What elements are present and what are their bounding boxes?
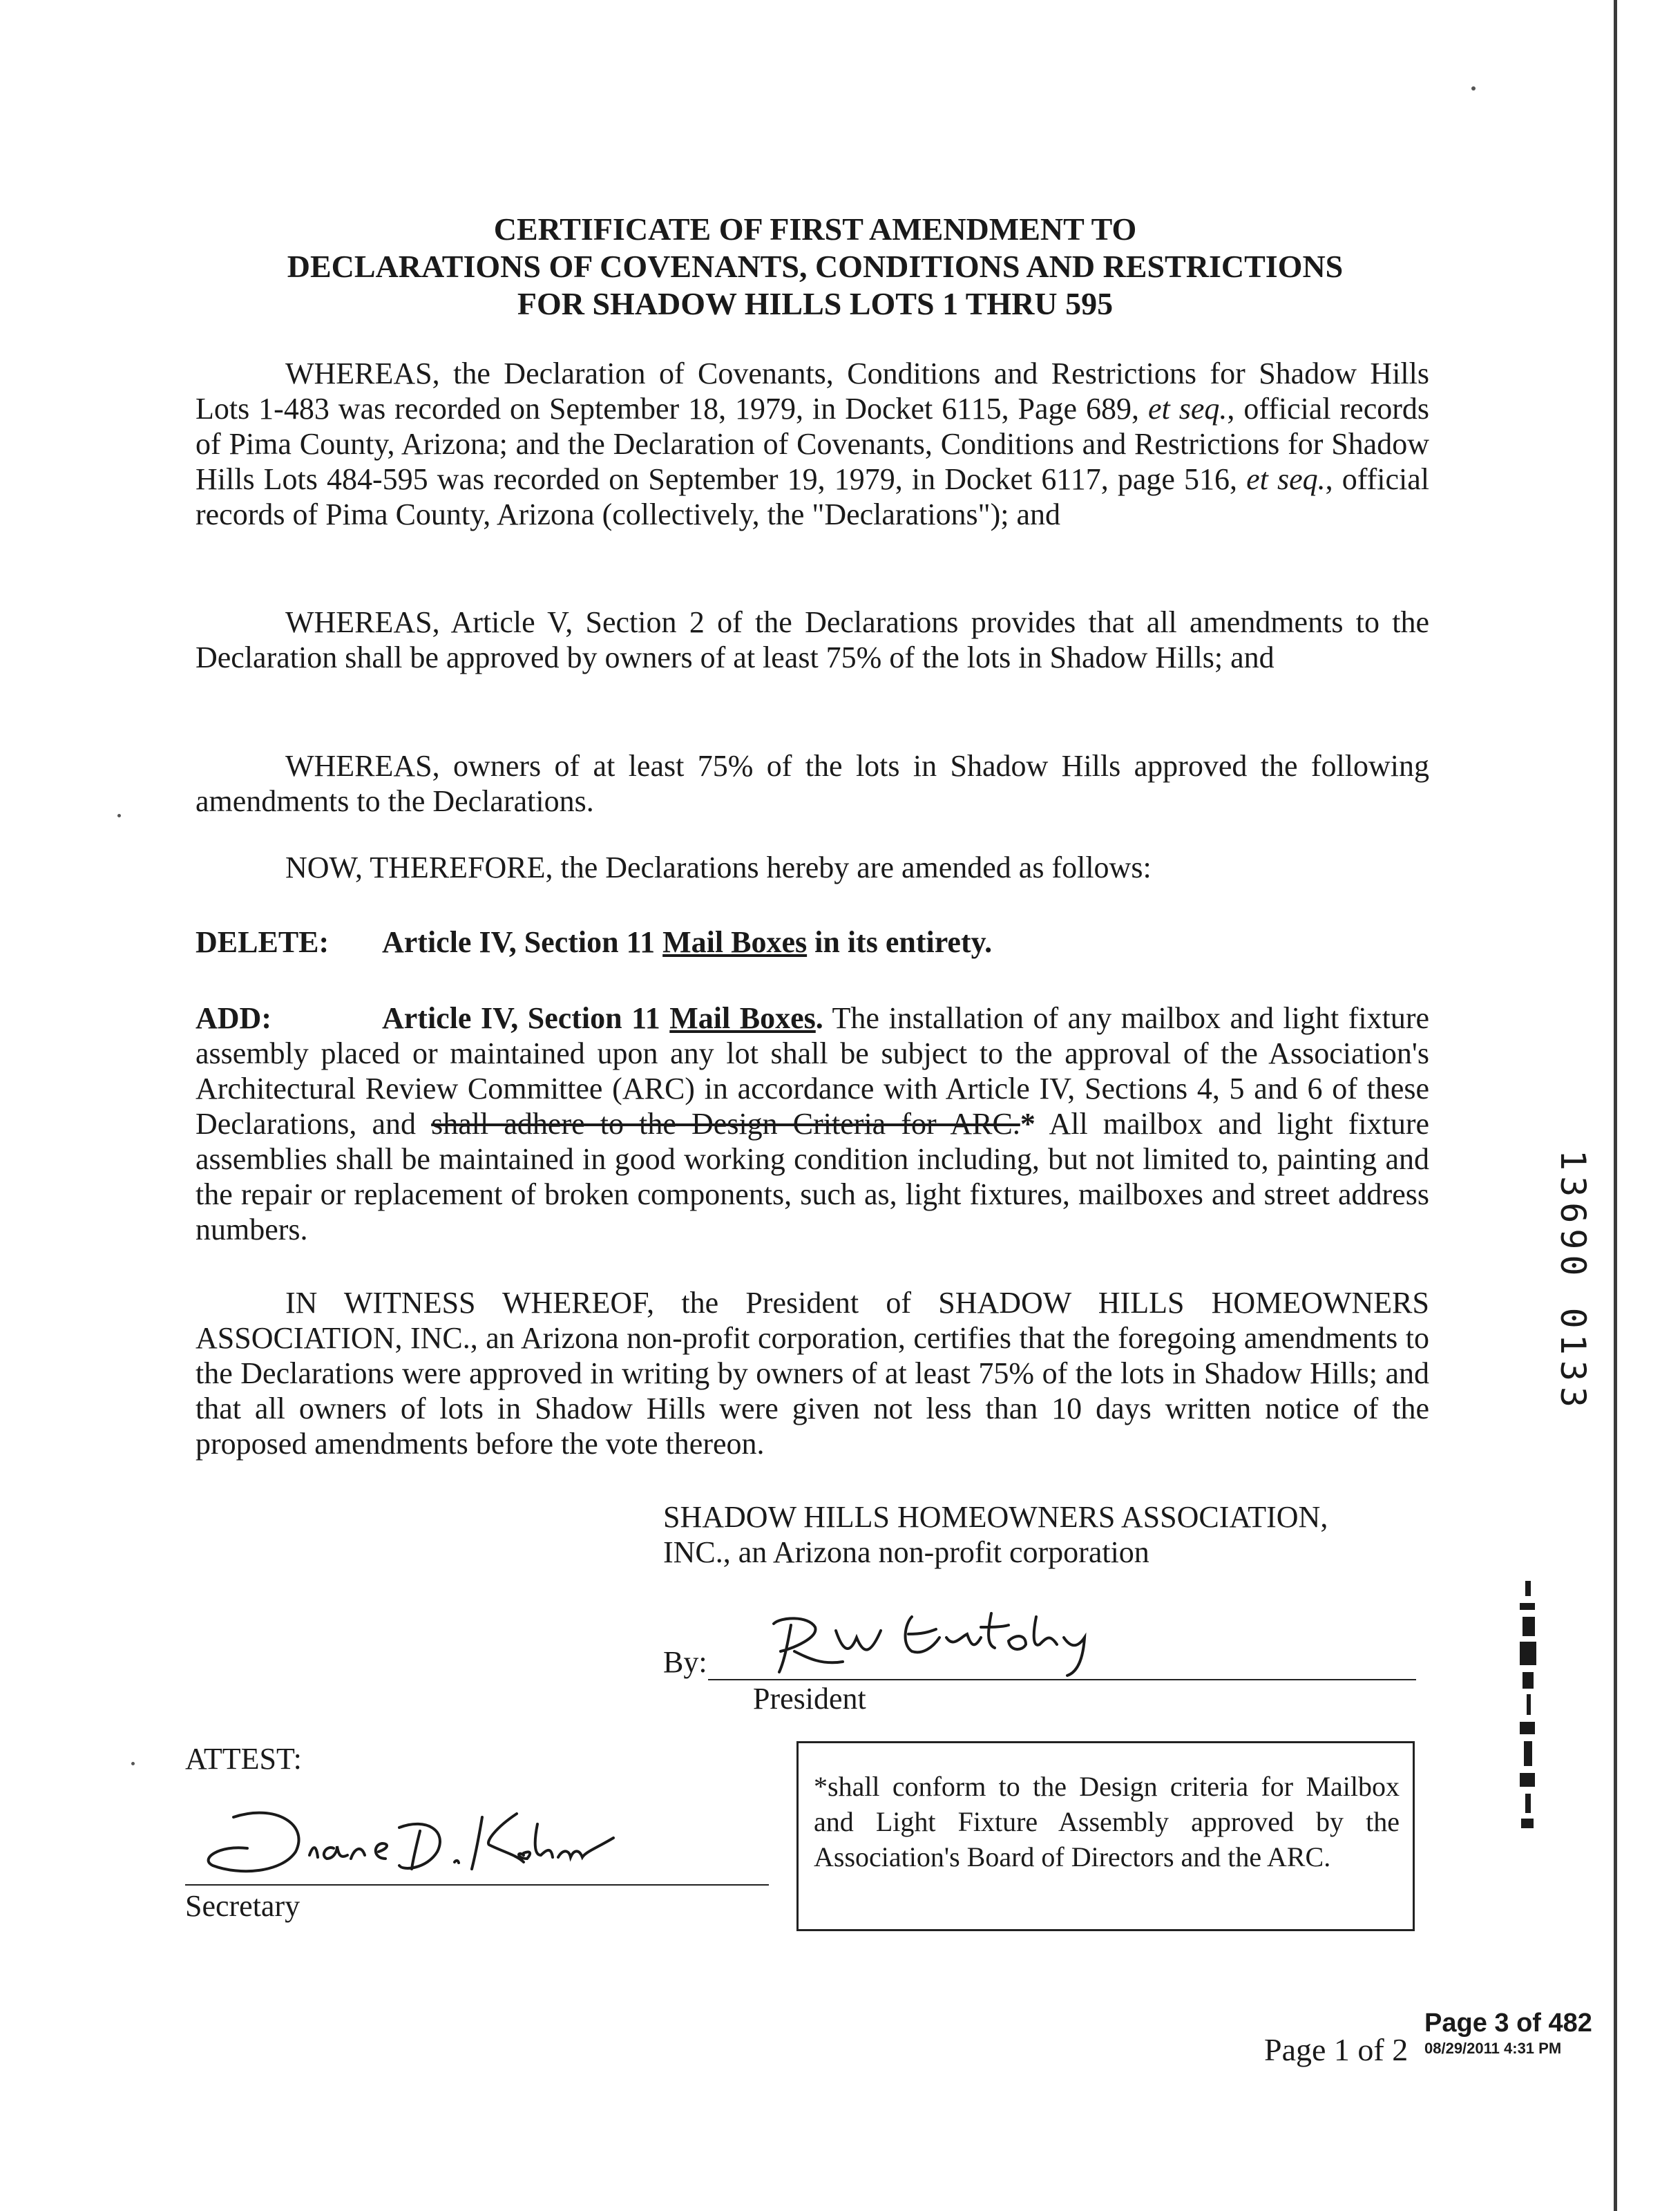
association-block (663, 1499, 1430, 1570)
signature-line (708, 1679, 1416, 1680)
witness-paragraph (195, 1285, 1429, 1461)
whereas-3-text: WHEREAS, owners of at least 75% of the lots in Shadow Hills approved the following amendments to the Declarations. (195, 749, 1429, 818)
whereas-1-text-b: , official records of Pima County, Arizona; and the Declaration of Covenants, Conditions and Restrictions for Shadow Hills Lots 484-595 was recorded on September 19, 1979, in Docket 6117, page 516, (195, 392, 1430, 496)
secretary-signature-line (185, 1884, 769, 1886)
whereas-paragraph-1 (195, 356, 1429, 532)
whereas-1-text-c: , official records of Pima County, Arizona (collectively, the "Declarations"); and (195, 462, 1430, 531)
recording-stamp-datetime: 08/29/2011 4:31 PM (1424, 2040, 1562, 2057)
svg-text:13690 0133: 13690 0133 (1553, 1150, 1593, 1414)
add-heading-b: . (815, 1001, 823, 1035)
delete-clause (195, 924, 1429, 960)
president-signature (753, 1596, 1126, 1686)
by-label: By: (663, 1645, 707, 1679)
add-label: ADD: (195, 1001, 271, 1035)
now-therefore-paragraph (195, 850, 1429, 885)
add-heading-underlined: Mail Boxes (669, 1001, 816, 1035)
add-text-b: All mailbox and light fixture assemblies shall be maintained in good working condition including, but not limited to, painting and the repair or replacement of broken components, such as, light fixtures, mailboxes and street address numbers. (195, 1107, 1429, 1246)
page-number: Page 1 of 2 (1264, 2032, 1409, 2067)
attest-label: ATTEST: (185, 1742, 302, 1776)
asterisk-mark: * (1020, 1107, 1035, 1141)
document-title (193, 211, 1437, 323)
secretary-label: Secretary (185, 1889, 300, 1923)
delete-text-b: in its entirety. (807, 925, 993, 959)
delete-label: DELETE: (195, 925, 330, 959)
whereas-paragraph-3 (195, 748, 1429, 819)
docket-number-vertical (1532, 1147, 1594, 1437)
et-seq: et seq. (1147, 392, 1228, 426)
delete-text-a: Article IV, Section 11 (382, 925, 663, 959)
title-line: CERTIFICATE OF FIRST AMENDMENT TO (493, 211, 1137, 247)
whereas-paragraph-2 (195, 605, 1429, 675)
president-label: President (753, 1682, 866, 1716)
recording-stamp-page: Page 3 of 482 (1424, 2009, 1592, 2038)
side-stamp-mark (1499, 1575, 1561, 1838)
et-seq: et seq. (1246, 462, 1326, 496)
whereas-2-text: WHEREAS, Article V, Section 2 of the Declarations provides that all amendments to the Declaration shall be approved by owners of at least 75% of the lots in Shadow Hills; and (195, 605, 1429, 674)
scan-edge-line (1614, 0, 1617, 2211)
scan-speck (1471, 86, 1476, 91)
add-text-a: The installation of any mailbox and light fixture assembly placed or maintained upon any lot shall be subject to the approval of the Association's Architectural Review Committee (ARC) in accordance with Article IV, Sections 4, 5 and 6 of these Declarations, and (195, 1001, 1430, 1141)
whereas-1-text-a: WHEREAS, the Declaration of Covenants, Conditions and Restrictions for Shadow Hills Lots 1-483 was recorded on September 18, 1979, in Docket 6115, Page 689, (195, 357, 1429, 426)
association-desc-line: INC., an Arizona non-profit corporation (663, 1535, 1149, 1569)
footnote-text: *shall conform to the Design criteria for Mailbox and Light Fixture Assembly approved by the Association's Board of Directors and the ARC. (814, 1771, 1400, 1872)
scan-speck (117, 814, 121, 817)
now-therefore-text: NOW, THEREFORE, the Declarations hereby are amended as follows: (285, 851, 1152, 884)
title-line: DECLARATIONS OF COVENANTS, CONDITIONS AND RESTRICTIONS (287, 249, 1344, 284)
title-line: FOR SHADOW HILLS LOTS 1 THRU 595 (517, 286, 1114, 321)
witness-text: IN WITNESS WHEREOF, the President of SHADOW HILLS HOMEOWNERS ASSOCIATION, INC., an Arizona non-profit corporation, certifies that the foregoing amendments to the Declarations were approved in writing by owners of at least 75% of the lots in Shadow Hills; and that all owners of lots in Shadow Hills were given not less than 10 days written notice of the proposed amendments before the vote thereon. (195, 1286, 1429, 1461)
struck-text: shall adhere to the Design Criteria for ARC. (431, 1107, 1020, 1141)
delete-text-underlined: Mail Boxes (662, 925, 808, 959)
add-heading-a: Article IV, Section 11 (382, 1001, 670, 1035)
add-clause (195, 1000, 1429, 1247)
association-name-line: SHADOW HILLS HOMEOWNERS ASSOCIATION, (663, 1500, 1328, 1534)
secretary-signature (192, 1790, 662, 1893)
scan-speck (131, 1762, 135, 1765)
